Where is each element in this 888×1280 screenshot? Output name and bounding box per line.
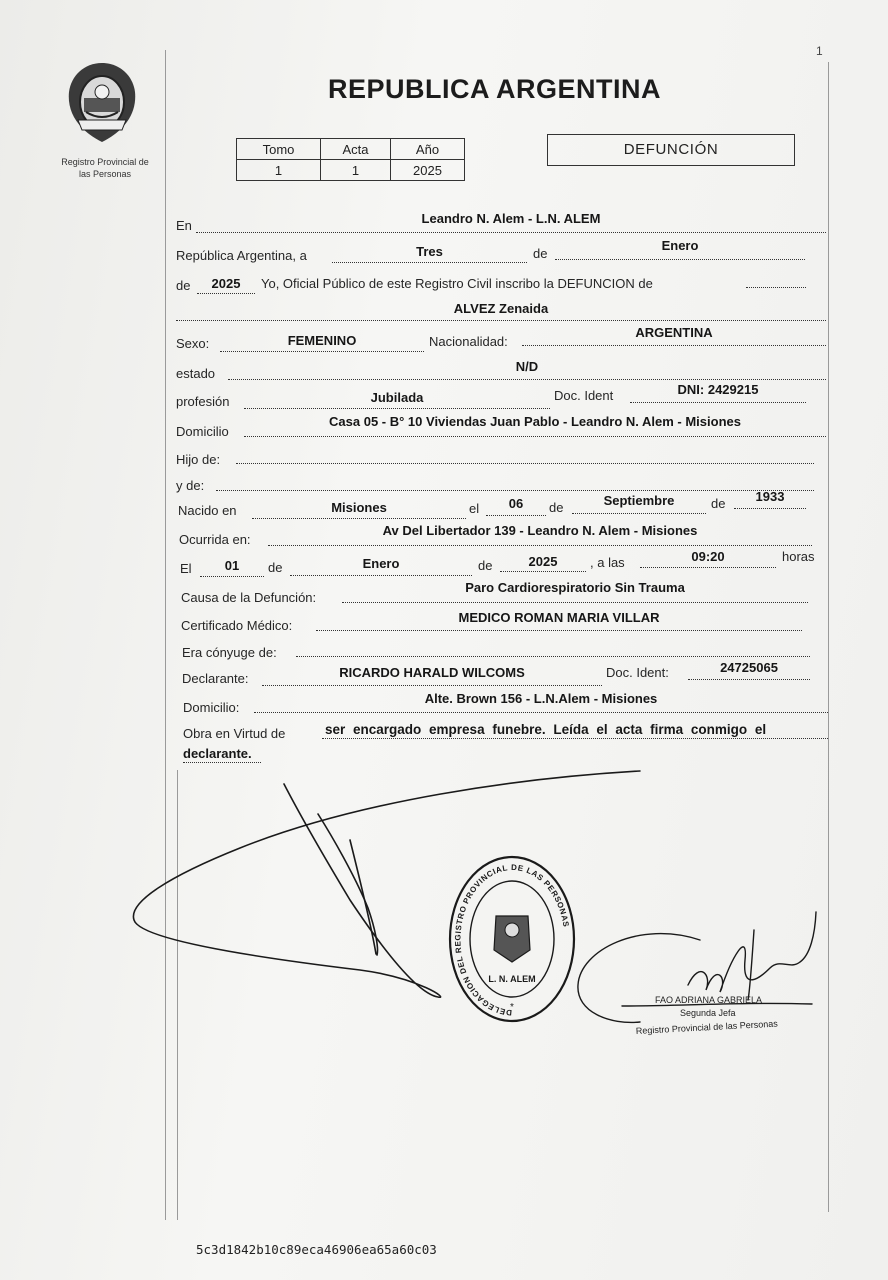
ocurrida-value: Av Del Libertador 139 - Leandro N. Alem - Misiones [382,523,698,538]
oficial-text: Yo, Oficial Público de este Registro Civil inscribo la DEFUNCION de [261,276,653,291]
alas-label: , a las [590,555,625,570]
stamp-inner-text: L. N. ALEM [488,974,536,984]
de3-label: de [549,500,564,515]
obra-value-2: declarante. [183,746,252,761]
profesion-label: profesión [176,394,230,409]
nacionalidad-label: Nacionalidad: [429,334,508,349]
death-month: Enero [362,556,400,571]
yde-label: y de: [176,478,205,493]
de2-label: de [176,278,191,293]
republica-label: República Argentina, a [176,248,307,263]
crest-caption-line-1: Registro Provincial de [61,157,149,167]
acta-header: Acta [321,139,391,160]
el-label: el [469,501,480,516]
obra-label: Obra en Virtud de [183,726,286,741]
act-type-box: DEFUNCIÓN [547,134,795,166]
day-value: Tres [416,244,443,259]
sexo-label: Sexo: [176,336,210,351]
horas-label: horas [782,549,815,564]
tomo-value: 1 [237,160,321,181]
acta-value: 1 [321,160,391,181]
official-role: Segunda Jefa [680,1008,736,1018]
doc-ident2-label: Doc. Ident: [606,665,669,680]
declarante-value: RICARDO HARALD WILCOMS [339,665,525,680]
el2-label: El [180,561,192,576]
estado-label: estado [176,366,216,381]
crest-caption-line-2: las Personas [78,169,132,179]
official-institution: Registro Provincial de las Personas [635,1018,778,1036]
domicilio-label: Domicilio [176,424,229,439]
birth-month: Septiembre [603,493,675,508]
nacido-value: Misiones [331,500,387,515]
ocurrida-label: Ocurrida en: [179,532,251,547]
death-year: 2025 [528,554,558,569]
official-name: FAO ADRIANA GABRIELA [655,995,763,1005]
month-value: Enero [661,238,699,253]
stamp-star-icon: * [510,1002,514,1013]
birth-day: 06 [508,496,524,511]
estado-value: N/D [515,359,539,374]
domicilio2-label: Domicilio: [183,700,240,715]
declarante-label: Declarante: [182,671,249,686]
causa-label: Causa de la Defunción: [181,590,317,605]
sexo-value: FEMENINO [287,333,357,348]
certificado-label: Certificado Médico: [181,618,293,633]
doc-ident2-value: 24725065 [720,660,778,675]
domicilio2-value: Alte. Brown 156 - L.N.Alem - Misiones [424,691,658,706]
year-value: 2025 [211,276,241,291]
en-value: Leandro N. Alem - L.N. ALEM [421,211,601,226]
tomo-header: Tomo [237,139,321,160]
page-number: 1 [816,44,823,58]
nacionalidad-value: ARGENTINA [635,325,713,340]
anio-value: 2025 [391,160,465,181]
official-signature [578,912,816,1022]
document-title: REPUBLICA ARGENTINA [328,74,661,104]
declarant-signature [133,771,640,997]
nacido-label: Nacido en [178,503,237,518]
en-label: En [176,218,192,233]
de6-label: de [478,558,493,573]
conyuge-label: Era cónyuge de: [182,645,277,660]
death-time: 09:20 [691,549,725,564]
death-day: 01 [224,558,240,573]
de-label: de [533,246,548,261]
deceased-name: ALVEZ Zenaida [453,301,549,316]
anio-header: Año [391,139,465,160]
certificado-value: MEDICO ROMAN MARIA VILLAR [458,610,660,625]
stamp-ring-text: DELEGACION DEL REGISTRO PROVINCIAL DE LAS PERSONAS [453,862,571,1018]
domicilio-value: Casa 05 - B° 10 Viviendas Juan Pablo - Leandro N. Alem - Misiones [329,414,741,429]
doc-ident-value: DNI: 2429215 [677,382,759,397]
obra-value: ser encargado empresa funebre. Leída el acta firma conmigo el [325,722,767,737]
profesion-value: Jubilada [370,390,424,405]
de5-label: de [268,560,283,575]
causa-value: Paro Cardiorespiratorio Sin Trauma [465,580,685,595]
birth-year: 1933 [755,489,785,504]
official-stamp [450,857,574,1021]
doc-ident-label: Doc. Ident [554,388,614,403]
de4-label: de [711,496,726,511]
document-hash: 5c3d1842b10c89eca46906ea65a60c03 [196,1242,437,1257]
hijo-label: Hijo de: [176,452,221,467]
